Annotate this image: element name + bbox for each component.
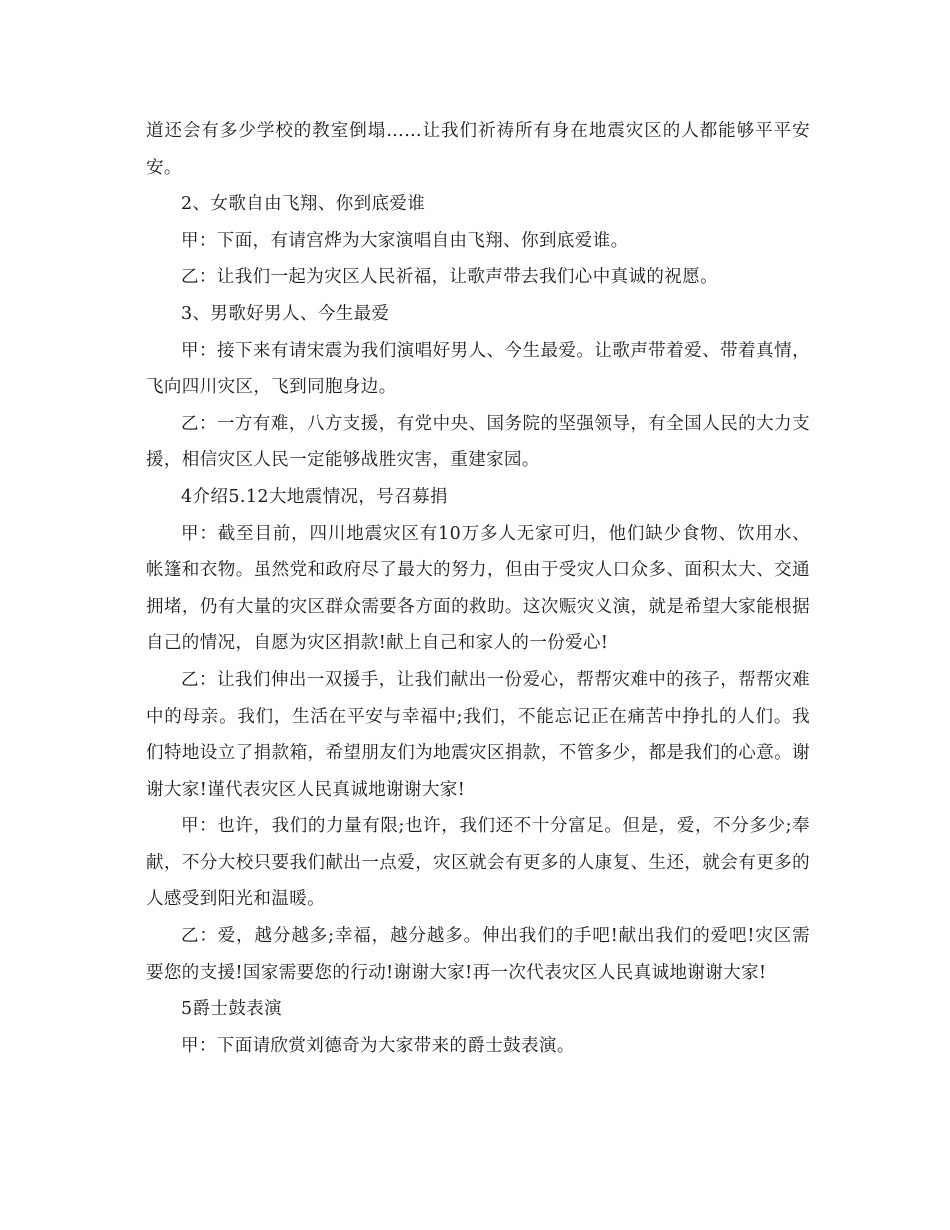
document-body bbox=[146, 113, 810, 1064]
speech-paragraph: 乙：让我们伸出一双援手，让我们献出一份爱心，帮帮灾难中的孩子，帮帮灾难中的母亲。我们，生活在平安与幸福中;我们，不能忘记正在痛苦中挣扎的人们。我们特地设立了捐款箱，希望朋友们为地震灾区捐款，不管多少，都是我们的心意。谢谢大家!谨代表灾区人民真诚地谢谢大家! bbox=[146, 669, 810, 800]
section-heading-3: 3、男歌好男人、今生最爱 bbox=[181, 303, 390, 324]
paragraph-continuation: 道还会有多少学校的教室倒塌……让我们祈祷所有身在地震灾区的人都能够平平安安。 bbox=[146, 121, 810, 178]
speech-paragraph: 乙：爱，越分越多;幸福，越分越多。伸出我们的手吧!献出我们的爱吧!灾区需要您的支援!国家需要您的行动!谢谢大家!再一次代表灾区人民真诚地谢谢大家! bbox=[146, 926, 810, 983]
speech-paragraph: 甲：下面，有请宫烨为大家演唱自由飞翔、你到底爱谁。 bbox=[181, 230, 629, 251]
speech-paragraph: 甲：截至目前，四川地震灾区有10万多人无家可归，他们缺少食物、饮用水、帐篷和衣物。虽然党和政府尽了最大的努力，但由于受灾人口众多、面积太大、交通拥堵，仍有大量的灾区群众需要各方面的救助。这次赈灾义演，就是希望大家能根据自己的情况，自愿为灾区捐款!献上自己和家人的一份爱心! bbox=[146, 523, 810, 654]
speech-paragraph: 甲：下面请欣赏刘德奇为大家带来的爵士鼓表演。 bbox=[181, 1035, 575, 1056]
speech-paragraph: 甲：接下来有请宋震为我们演唱好男人、今生最爱。让歌声带着爱、带着真情，飞向四川灾区，飞到同胞身边。 bbox=[146, 340, 810, 398]
section-heading-5: 5爵士鼓表演 bbox=[181, 999, 283, 1020]
section-heading-2: 2、女歌自由飞翔、你到底爱谁 bbox=[181, 194, 426, 215]
speech-paragraph: 乙：一方有难，八方支援，有党中央、国务院的坚强领导，有全国人民的大力支援，相信灾区人民一定能够战胜灾害，重建家园。 bbox=[146, 413, 810, 471]
speech-paragraph: 甲：也许，我们的力量有限;也许，我们还不十分富足。但是，爱，不分多少;奉献，不分大校只要我们献出一点爱，灾区就会有更多的人康复、生还，就会有更多的人感受到阳光和温暖。 bbox=[146, 816, 810, 910]
speech-paragraph: 乙：让我们一起为灾区人民祈福，让歌声带去我们心中真诚的祝愿。 bbox=[181, 267, 718, 288]
section-heading-4: 4介绍5.12大地震情况，号召募捐 bbox=[181, 486, 448, 507]
